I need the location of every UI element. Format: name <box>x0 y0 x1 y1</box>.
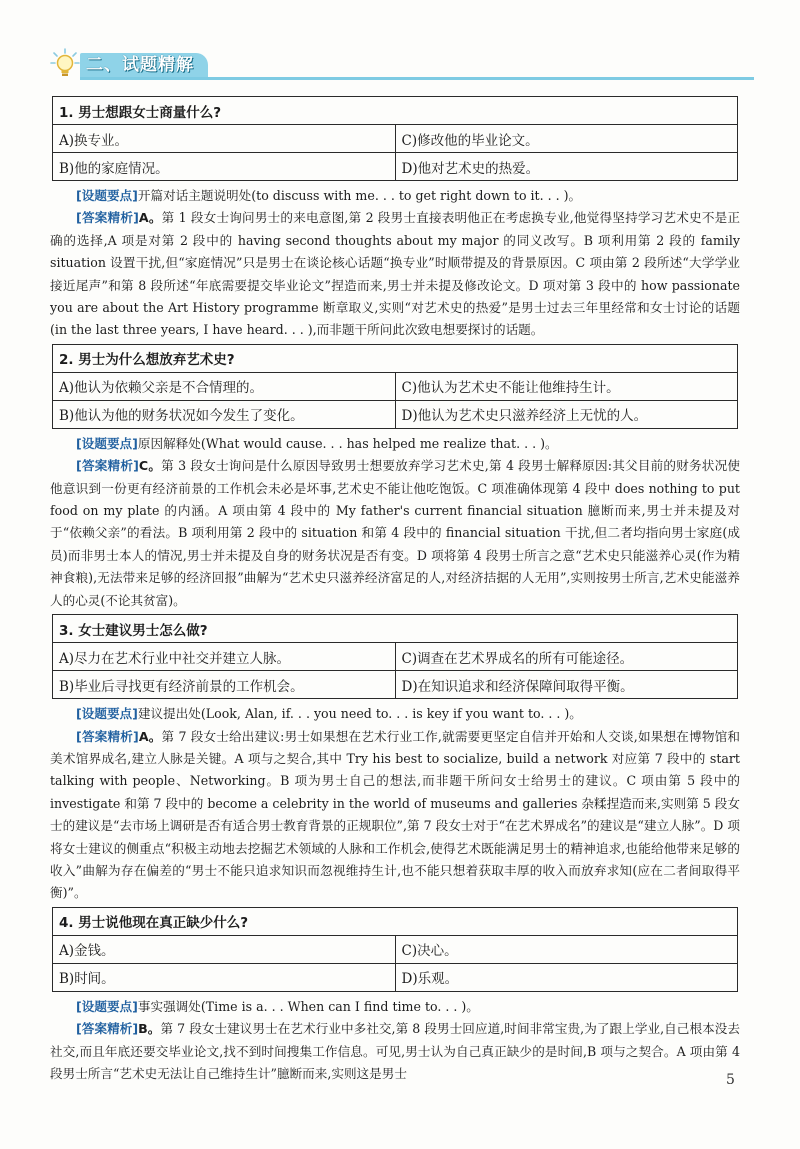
question-1-table <box>52 96 738 181</box>
analysis-text: 第 3 段女士询问是什么原因导致男士想要放弃学习艺术史,第 4 段男士解释原因:其父目前的财务状况使他意识到一份更有经济前景的工作机会未必是坏事,艺术史不能让他吃饱饭。C 项准确体现第 4 段中 does nothing to put food on my plate 的内涵。A 项由第 4 段中的 My father's current financial situation 臆断而来,男士并未提及对于“依赖父亲”的看法。B 项利用第 2 段中的 situation 和第 4 段中的 financial situation 干扰,但二者均指向男士家庭(成员)而非男士本人的情况,男士并未提及自身的财务状况是否有变。D 项将第 4 段男士所言之意“艺术史只能滋养心灵(作为精神食粮),无法带来足够的经济回报”曲解为“艺术史只滋养经济富足的人,对经济拮据的人无用”,实则按男士所言,艺术史能滋养人的心灵(不论其贫富)。 <box>50 458 740 608</box>
question-3-option-a: A)尽力在艺术行业中社交并建立人脉。 <box>53 643 396 671</box>
question-2-table <box>52 344 738 429</box>
page-number: 5 <box>726 1072 735 1088</box>
question-2-title: 2. 男士为什么想放弃艺术史? <box>53 344 738 372</box>
section-header <box>44 48 754 82</box>
point-text: 事实强调处(Time is a. . . When can I find time to. . . )。 <box>137 998 479 1014</box>
question-4-option-d: D)乐观。 <box>395 963 738 991</box>
question-2-option-d: D)他认为艺术史只滋养经济上无忧的人。 <box>395 400 738 428</box>
question-2-option-a: A)他认为依赖父亲是不合情理的。 <box>53 372 396 400</box>
question-1-point <box>50 185 740 207</box>
question-2-analysis <box>50 455 740 612</box>
question-4-analysis <box>50 1018 740 1085</box>
point-label: [设题要点] <box>76 188 138 203</box>
question-3-point <box>50 703 740 725</box>
main-content <box>50 96 740 1085</box>
question-2-point <box>50 433 740 455</box>
question-4-table <box>52 907 738 992</box>
analysis-label: [答案精析] <box>76 1021 139 1037</box>
point-text: 开篇对话主题说明处(to discuss with me. . . to get right down to it. . . )。 <box>137 188 582 203</box>
question-3-option-d: D)在知识追求和经济保障间取得平衡。 <box>395 671 738 699</box>
analysis-label: [答案精析] <box>76 728 139 744</box>
section-rule <box>80 77 754 80</box>
question-2-option-b: B)他认为他的财务状况如今发生了变化。 <box>53 400 396 428</box>
point-text: 建议提出处(Look, Alan, if. . . you need to. . . is key if you want to. . . )。 <box>137 706 582 722</box>
question-3-table <box>52 614 738 699</box>
answer-letter: B。 <box>138 1021 161 1037</box>
question-3-option-b: B)毕业后寻找更有经济前景的工作机会。 <box>53 671 396 699</box>
answer-letter: C。 <box>138 458 162 474</box>
question-2-option-c: C)他认为艺术史不能让他维持生计。 <box>395 372 738 400</box>
analysis-text: 第 1 段女士询问男士的来电意图,第 2 段男士直接表明他正在考虑换专业,他觉得坚持学习艺术史不是正确的选择,A 项是对第 2 段中的 having second thoughts about my major 的同义改写。B 项利用第 2 段的 family situation 设置干扰,但“家庭情况”只是男士在谈论核心话题“换专业”时顺带提及的背景原因。C 项由第 2 段所述“大学学业接近尾声”和第 8 段所述“年底需要提交毕业论文”捏造而来,男士并未提及修改论文。D 项对第 3 段中的 how passionate you are about the Art History programme 断章取义,实则“对艺术史的热爱”是男士过去三年里经常和女士讨论的话题(in the last three years, I have heard. . . ),而非题干所问此次致电想要探讨的话题。 <box>50 210 741 338</box>
question-1-option-d: D)他对艺术史的热爱。 <box>395 153 738 181</box>
point-label: [设题要点] <box>76 435 138 451</box>
question-1-option-a: A)换专业。 <box>53 125 396 153</box>
question-4-option-b: B)时间。 <box>53 963 396 991</box>
question-3-analysis <box>50 726 740 905</box>
question-3-title: 3. 女士建议男士怎么做? <box>53 615 738 643</box>
question-3-option-c: C)调查在艺术界成名的所有可能途径。 <box>395 643 738 671</box>
question-1-option-c: C)修改他的毕业论文。 <box>395 125 738 153</box>
question-4-title: 4. 男士说他现在真正缺少什么? <box>53 907 738 935</box>
question-4-option-c: C)决心。 <box>395 935 738 963</box>
question-4-option-a: A)金钱。 <box>53 935 396 963</box>
answer-letter: A。 <box>138 728 162 744</box>
section-title: 二、试题精解 <box>80 53 208 77</box>
analysis-text: 第 7 段女士给出建议:男士如果想在艺术行业工作,就需要更坚定自信并开始和人交谈,如果想在博物馆和美术馆界成名,建立人脉是关键。A 项与之契合,其中 Try his best to socialize, build a network 对应第 7 段中的 start talking with people、Networking。B 项为男士自己的想法,而非题干所问女士给男士的建议。C 项由第 5 段中的 investigate 和第 7 段中的 become a celebrity in the world of museums and galleries 杂糅捏造而来,实则第 5 段女士的建议是“去市场上调研是否有适合男士教育背景的正规职位”,第 7 段女士对于“在艺术界成名”的建议是“建立人脉”。D 项将女士建议的侧重点“积极主动地去挖掘艺术领域的人脉和工作机会,使得艺术既能满足男士的精神追求,也能给他带来足够的收入”曲解为存在偏差的“男士不能只追求知识而忽视维持生计,也不能只想着获取丰厚的收入而放弃求知(应在二者间取得平衡)”。 <box>50 728 740 901</box>
question-4-point <box>50 996 740 1018</box>
analysis-label: [答案精析] <box>76 210 139 226</box>
point-text: 原因解释处(What would cause. . . has helped me realize that. . . )。 <box>137 435 558 451</box>
point-label: [设题要点] <box>76 998 138 1014</box>
point-label: [设题要点] <box>76 706 138 722</box>
answer-letter: A。 <box>138 210 162 226</box>
question-1-option-b: B)他的家庭情况。 <box>53 153 396 181</box>
analysis-label: [答案精析] <box>76 458 139 474</box>
question-1-title: 1. 男士想跟女士商量什么? <box>53 97 738 125</box>
analysis-text: 第 7 段女士建议男士在艺术行业中多社交,第 8 段男士回应道,时间非常宝贵,为了跟上学业,自己根本没去社交,而且年底还要交毕业论文,找不到时间搜集工作信息。可见,男士认为自己真正缺少的是时间,B 项与之契合。A 项由第 4 段男士所言“艺术史无法让自己维持生计”臆断而来,实则这是男士 <box>50 1021 740 1081</box>
lightbulb-icon <box>50 48 80 80</box>
question-1-analysis <box>50 207 740 341</box>
